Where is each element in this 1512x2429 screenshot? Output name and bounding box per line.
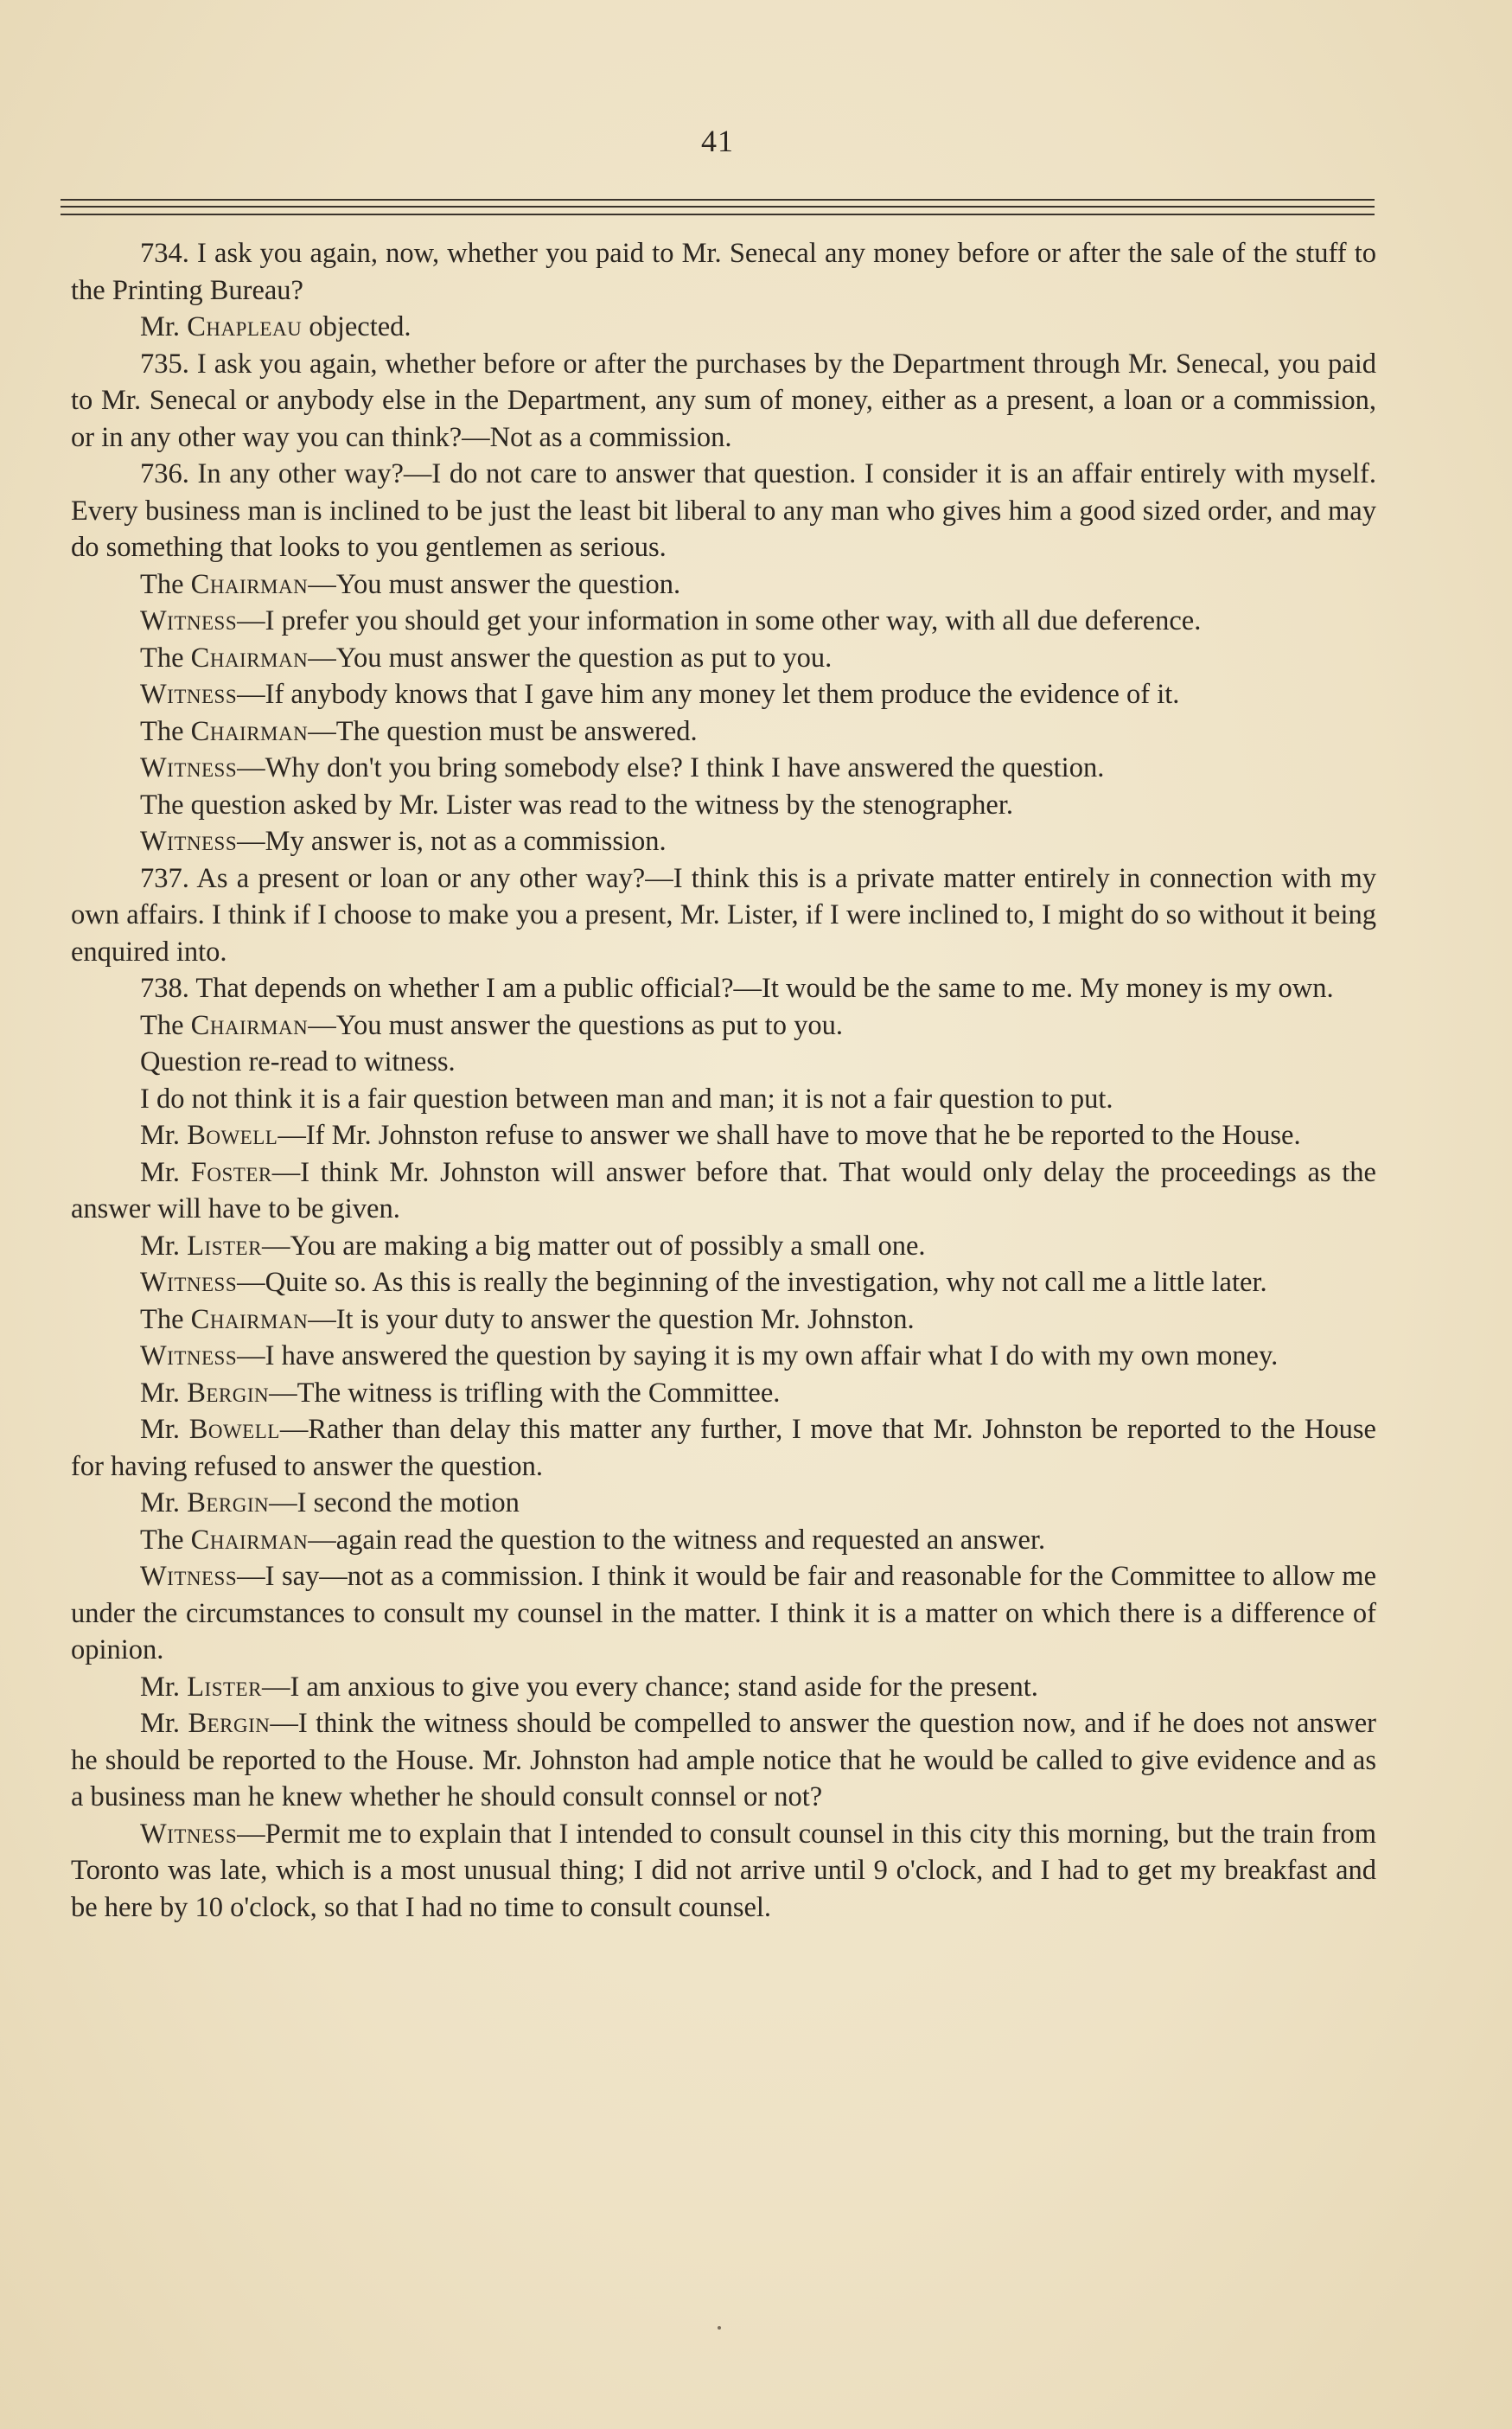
testimony-speech-paragraph — [71, 1338, 1376, 1375]
speech-text: —The question must be answered. — [308, 715, 698, 747]
testimony-speech-paragraph — [71, 1301, 1376, 1339]
speaker-title: The — [140, 642, 191, 674]
testimony-paragraph — [71, 1044, 1376, 1081]
speaker-name: Bergin — [188, 1708, 271, 1739]
speaker-name: Chairman — [190, 1303, 309, 1335]
paragraph-text: I do not think it is a fair question between man and man; it is not a fair question to put. — [140, 1083, 1113, 1115]
speaker-name: Witness — [140, 605, 238, 636]
speech-text: —If anybody knows that I gave him any money let them produce the evidence of it. — [237, 679, 1180, 710]
speech-text: —I have answered the question by saying it is my own affair what I do with my own money. — [237, 1340, 1279, 1371]
testimony-speech-paragraph — [71, 1411, 1376, 1485]
paragraph-text: 735. I ask you again, whether before or after the purchases by the Department through Mr. Senecal, you paid to Mr. Senecal or anybody else in the Department, any sum of money, either as a present, a loan or a commission, or in any other way you can think?—Not as a commission. — [71, 348, 1376, 453]
testimony-speech-paragraph — [71, 603, 1376, 640]
speech-text: —You must answer the question. — [308, 568, 681, 600]
speaker-name: Witness — [140, 679, 238, 710]
testimony-speech-paragraph — [71, 1816, 1376, 1927]
speaker-title: Mr. — [140, 311, 188, 342]
testimony-speech-paragraph — [71, 1705, 1376, 1816]
speaker-title: Mr. — [140, 1377, 188, 1409]
speech-text: —Quite so. As this is really the beginning of the investigation, why not call me a little later. — [237, 1267, 1267, 1298]
speaker-title: The — [140, 568, 191, 600]
speaker-name: Chairman — [190, 568, 309, 600]
speech-text: —Rather than delay this matter any further, I move that Mr. Johnston be reported to the House for having refused to answer the question. — [71, 1414, 1376, 1482]
speech-text: —My answer is, not as a commission. — [237, 826, 667, 857]
speaker-title: Mr. — [140, 1487, 188, 1518]
speech-text: —You must answer the question as put to you. — [308, 642, 833, 674]
testimony-speech-paragraph — [71, 1264, 1376, 1301]
speech-text: —I second the motion — [269, 1487, 520, 1518]
testimony-paragraph — [71, 1081, 1376, 1118]
speech-text: —I think the witness should be compelled to answer the question now, and if he does not answer he should be reported to the House. Mr. Johnston had ample notice that he would be called to give evidence and as a business man he knew whether he should consult connsel or not? — [71, 1708, 1376, 1812]
testimony-speech-paragraph — [71, 1117, 1376, 1154]
speech-text: —I say—not as a commission. I think it would be fair and reasonable for the Committee to allow me under the circumstances to consult my counsel in the matter. I think it is a matter on which there is a difference of opinion. — [71, 1561, 1376, 1665]
speaker-title: The — [140, 1009, 191, 1041]
speech-text: —I am anxious to give you every chance; stand aside for the present. — [261, 1671, 1038, 1703]
speaker-title: Mr. — [140, 1230, 188, 1262]
testimony-speech-paragraph — [71, 1558, 1376, 1669]
paragraph-text: Question re-read to witness. — [140, 1046, 456, 1077]
speaker-name: Foster — [190, 1156, 272, 1188]
transcript-body — [71, 235, 1376, 1926]
speaker-name: Bowell — [188, 1414, 280, 1445]
testimony-speech-paragraph — [71, 1007, 1376, 1045]
speaker-title: The — [140, 1303, 191, 1335]
speaker-name: Witness — [140, 1340, 238, 1371]
paragraph-text: 736. In any other way?—I do not care to answer that question. I consider it is an affair entirely with myself. Every business man is inclined to be just the least bit liberal to any man who gives him a good sized order, and may do something that looks to you gentlemen as serious. — [71, 458, 1376, 563]
speech-text: —Why don't you bring somebody else? I think I have answered the question. — [237, 752, 1105, 783]
testimony-speech-paragraph — [71, 676, 1376, 713]
speaker-name: Witness — [140, 1561, 238, 1592]
speaker-name: Chairman — [190, 1009, 309, 1041]
speaker-title: The — [140, 1524, 191, 1556]
header-rule — [61, 199, 1375, 201]
testimony-speech-paragraph — [71, 309, 1376, 346]
speaker-title: Mr. — [140, 1120, 188, 1151]
speech-text: —Permit me to explain that I intended to consult counsel in this city this morning, but the train from Toronto was late, which is a most unusual thing; I did not arrive until 9 o'clock, and I had to get my breakfast and be here by 10 o'clock, so that I had no time to consult counsel. — [71, 1818, 1376, 1923]
testimony-paragraph — [71, 787, 1376, 824]
speaker-title: Mr. — [140, 1671, 188, 1703]
speaker-name: Chairman — [190, 1524, 309, 1556]
speaker-name: Bowell — [187, 1120, 278, 1151]
paragraph-text: The question asked by Mr. Lister was read to the witness by the stenographer. — [140, 789, 1013, 821]
testimony-speech-paragraph — [71, 823, 1376, 860]
testimony-speech-paragraph — [71, 1485, 1376, 1522]
speaker-title: Mr. — [140, 1708, 188, 1739]
speech-text: —If Mr. Johnston refuse to answer we shall have to move that he be reported to the House. — [278, 1120, 1301, 1151]
speaker-title: The — [140, 715, 191, 747]
paragraph-text: 737. As a present or loan or any other way?—I think this is a private matter entirely in connection with my own affairs. I think if I choose to make you a present, Mr. Lister, if I were inclined to, I might do so without it being enquired into. — [71, 862, 1376, 968]
speech-text: —I prefer you should get your information in some other way, with all due deference. — [237, 605, 1202, 636]
speech-text: —The witness is trifling with the Committee. — [269, 1377, 781, 1409]
speaker-title: Mr. — [140, 1414, 189, 1445]
page-number: 41 — [701, 124, 734, 158]
speaker-name: Bergin — [187, 1377, 270, 1409]
testimony-speech-paragraph — [71, 1228, 1376, 1265]
testimony-paragraph — [71, 346, 1376, 457]
testimony-paragraph — [71, 235, 1376, 309]
paragraph-text: 734. I ask you again, now, whether you paid to Mr. Senecal any money before or after the sale of the stuff to the Printing Bureau? — [71, 238, 1376, 306]
speaker-name: Witness — [140, 826, 238, 857]
speaker-name: Bergin — [187, 1487, 270, 1518]
header-rule — [61, 214, 1375, 215]
speaker-name: Lister — [187, 1671, 262, 1703]
speaker-name: Lister — [187, 1230, 262, 1262]
speaker-name: Chapleau — [187, 311, 303, 342]
speech-text: —I think Mr. Johnston will answer before that. That would only delay the proceedings as the answer will have to be given. — [71, 1156, 1376, 1224]
speaker-name: Witness — [140, 1818, 238, 1850]
testimony-speech-paragraph — [71, 640, 1376, 677]
speech-text: —You must answer the questions as put to you. — [308, 1009, 843, 1041]
speech-text: —You are making a big matter out of possibly a small one. — [261, 1230, 926, 1262]
speech-text: objected. — [302, 311, 411, 342]
testimony-speech-paragraph — [71, 750, 1376, 787]
paragraph-text: 738. That depends on whether I am a public official?—It would be the same to me. My money is my own. — [140, 973, 1334, 1004]
testimony-paragraph — [71, 456, 1376, 566]
speaker-name: Chairman — [190, 642, 309, 674]
speaker-name: Chairman — [190, 715, 309, 747]
speech-text: —It is your duty to answer the question Mr. Johnston. — [308, 1303, 915, 1335]
testimony-paragraph — [71, 970, 1376, 1007]
speaker-name: Witness — [140, 752, 238, 783]
testimony-speech-paragraph — [71, 1669, 1376, 1706]
testimony-speech-paragraph — [71, 1522, 1376, 1559]
speaker-name: Witness — [140, 1267, 238, 1298]
testimony-paragraph — [71, 860, 1376, 971]
speech-text: —again read the question to the witness and requested an answer. — [308, 1524, 1046, 1556]
testimony-speech-paragraph — [71, 713, 1376, 751]
ink-speck — [718, 2326, 721, 2330]
testimony-speech-paragraph — [71, 566, 1376, 604]
header-rule — [61, 206, 1375, 208]
testimony-speech-paragraph — [71, 1375, 1376, 1412]
testimony-speech-paragraph — [71, 1154, 1376, 1228]
speaker-title: Mr. — [140, 1156, 191, 1188]
